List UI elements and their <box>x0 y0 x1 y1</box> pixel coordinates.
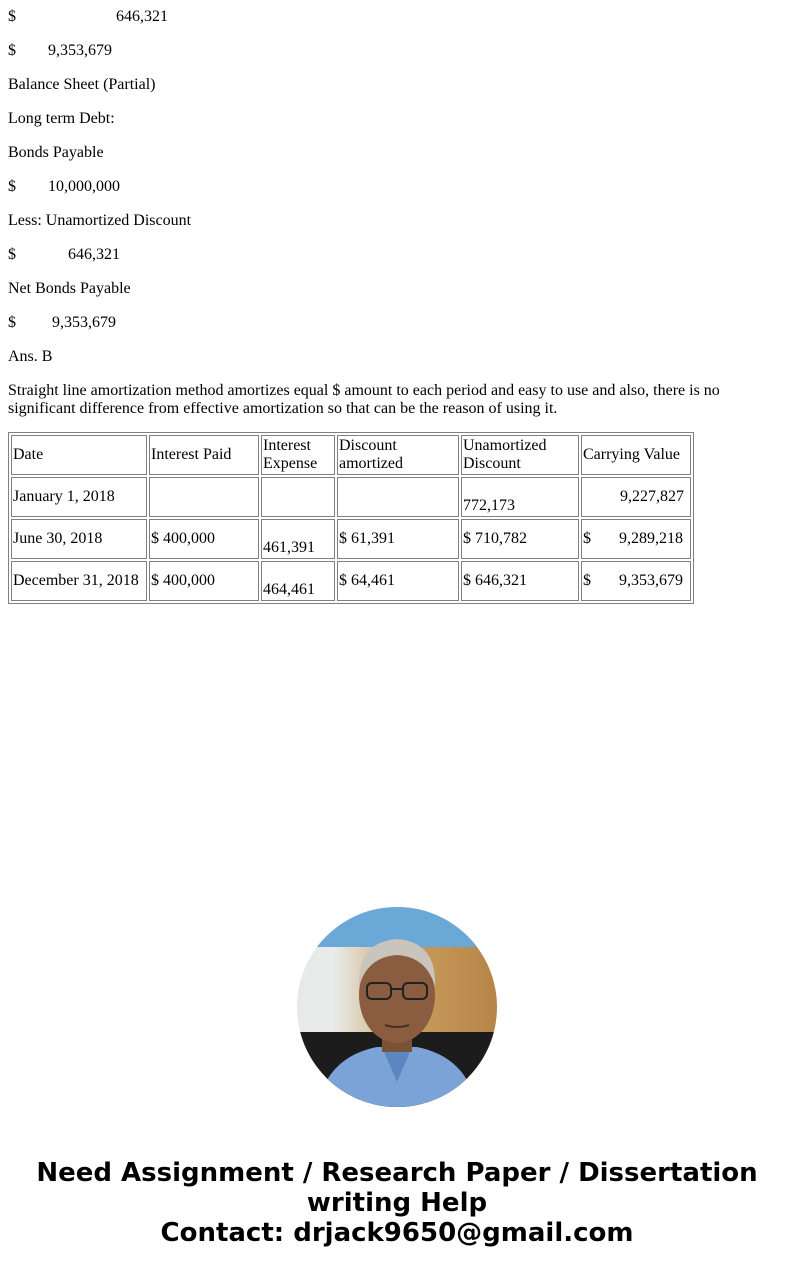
text-line: Net Bonds Payable <box>8 280 131 297</box>
table-cell: $ 61,391 <box>337 519 459 559</box>
header-cell: Interest Expense <box>261 435 335 475</box>
explanation-paragraph: Straight line amortization method amortizes equal $ amount to each period and easy to use and also, there is no significant difference from effective amortization so that can be the reason of using it. <box>8 382 720 417</box>
text-line: $ 9,353,679 <box>8 314 116 331</box>
header-cell: Discount amortized <box>337 435 459 475</box>
text-line: $ 646,321 <box>8 246 120 263</box>
author-avatar <box>297 907 497 1107</box>
table-cell: $ 646,321 <box>461 561 579 601</box>
table-cell: January 1, 2018 <box>11 477 147 517</box>
table-row <box>11 519 691 559</box>
header-cell: Date <box>11 435 147 475</box>
header-cell: Interest Paid <box>149 435 259 475</box>
table-cell: 9,227,827 <box>581 477 691 517</box>
table-cell: 461,391 <box>261 519 335 559</box>
amortization-table <box>8 432 694 604</box>
table-cell <box>149 477 259 517</box>
table-cell: $ 710,782 <box>461 519 579 559</box>
table-cell: $ 400,000 <box>149 561 259 601</box>
text-line: $ 9,353,679 <box>8 42 112 59</box>
table-cell: $ 64,461 <box>337 561 459 601</box>
header-cell: Carrying Value <box>581 435 691 475</box>
promo-headline: Need Assignment / Research Paper / Dissertation writing Help <box>36 1158 758 1218</box>
table-cell <box>261 477 335 517</box>
person-portrait-icon <box>297 907 497 1107</box>
table-cell: $ 9,353,679 <box>581 561 691 601</box>
table-header-row <box>11 435 691 475</box>
text-line: Bonds Payable <box>8 144 104 161</box>
table-row <box>11 477 691 517</box>
table-cell: $ 9,289,218 <box>581 519 691 559</box>
text-line: $ 10,000,000 <box>8 178 120 195</box>
text-line: $ 646,321 <box>8 8 168 25</box>
table-cell: $ 400,000 <box>149 519 259 559</box>
text-line: Long term Debt: <box>8 110 115 127</box>
table-cell: 464,461 <box>261 561 335 601</box>
document-body <box>8 8 786 604</box>
promo-footer <box>0 1158 794 1248</box>
table-cell: 772,173 <box>461 477 579 517</box>
table-cell: December 31, 2018 <box>11 561 147 601</box>
table-cell <box>337 477 459 517</box>
answer-line: Ans. B <box>8 348 53 365</box>
table-cell: June 30, 2018 <box>11 519 147 559</box>
header-cell: Unamortized Discount <box>461 435 579 475</box>
text-line: Less: Unamortized Discount <box>8 212 192 229</box>
section-heading: Balance Sheet (Partial) <box>8 76 156 93</box>
contact-email: Contact: drjack9650@gmail.com <box>160 1218 634 1248</box>
table-row <box>11 561 691 601</box>
